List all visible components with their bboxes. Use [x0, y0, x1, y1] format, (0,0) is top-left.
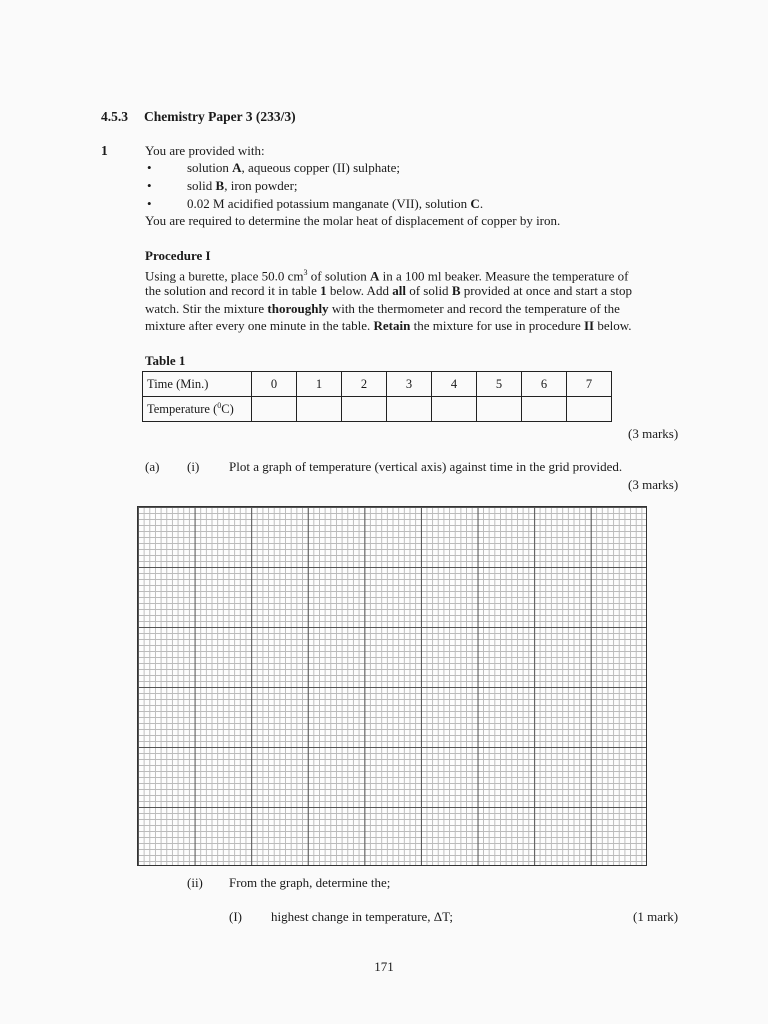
procedure-line-4: mixture after every one minute in the table. Retain the mixture for use in procedure II below. [145, 318, 632, 333]
question-number: 1 [101, 143, 108, 158]
time-cell: 2 [342, 372, 387, 397]
part-I-text: highest change in temperature, ΔT; [271, 909, 453, 924]
section-title: Chemistry Paper 3 (233/3) [144, 109, 296, 124]
time-cell: 1 [297, 372, 342, 397]
section-heading [101, 109, 296, 125]
part-a-sub-label: (i) [187, 459, 200, 474]
table-row-time [143, 372, 612, 397]
time-cell: 6 [522, 372, 567, 397]
time-cell: 3 [387, 372, 432, 397]
part-I-label: (I) [229, 909, 242, 924]
temperature-cell[interactable] [252, 397, 297, 422]
time-cell: 5 [477, 372, 522, 397]
temperature-cell[interactable] [567, 397, 612, 422]
part-ii-text: From the graph, determine the; [229, 875, 391, 890]
temperature-cell[interactable] [387, 397, 432, 422]
table-row-temperature [143, 397, 612, 422]
graph-grid[interactable] [137, 506, 647, 866]
time-cell: 4 [432, 372, 477, 397]
temperature-cell[interactable] [522, 397, 567, 422]
procedure-line-3: watch. Stir the mixture thoroughly with the thermometer and record the temperature of the [145, 301, 620, 316]
bullet-item-b: • solid B, iron powder; [147, 178, 298, 193]
table-caption: Table 1 [145, 353, 186, 368]
procedure-line-2: the solution and record it in table 1 below. Add all of solid B provided at once and start a stop [145, 283, 632, 298]
temperature-header-cell: Temperature ($^0$C) [143, 397, 252, 422]
part-ii-label: (ii) [187, 875, 203, 890]
temperature-cell[interactable] [297, 397, 342, 422]
part-a-marks: (3 marks) [628, 477, 679, 492]
question-intro: You are provided with: [145, 143, 265, 158]
temperature-cell[interactable] [432, 397, 477, 422]
procedure-line-1: Using a burette, place 50.0 $cm^3$ of solution A in a 100 ml beaker. Measure the temperature of [145, 268, 629, 284]
procedure-title: Procedure I [145, 248, 211, 263]
temperature-table [142, 371, 612, 422]
bullet-item-c: • 0.02 M acidified potassium manganate (VII), solution C. [147, 196, 484, 211]
question-task: You are required to determine the molar heat of displacement of copper by iron. [145, 213, 561, 228]
time-cell: 7 [567, 372, 612, 397]
temperature-cell[interactable] [342, 397, 387, 422]
page-number: 171 [374, 959, 394, 974]
part-I-marks: (1 mark) [633, 909, 679, 924]
part-a-instruction: Plot a graph of temperature (vertical axis) against time in the grid provided. [229, 459, 623, 474]
table-marks: (3 marks) [628, 426, 679, 441]
bullet-symbol: • [147, 196, 152, 211]
temperature-cell[interactable] [477, 397, 522, 422]
time-header-cell: Time (Min.) [143, 372, 252, 397]
time-cell: 0 [252, 372, 297, 397]
bullet-item-a: • solution A, aqueous copper (II) sulphate; [147, 160, 401, 175]
bullet-symbol: • [147, 160, 152, 175]
bullet-symbol: • [147, 178, 152, 193]
section-number: 4.5.3 [101, 109, 128, 124]
part-a-label: (a) [145, 459, 160, 474]
